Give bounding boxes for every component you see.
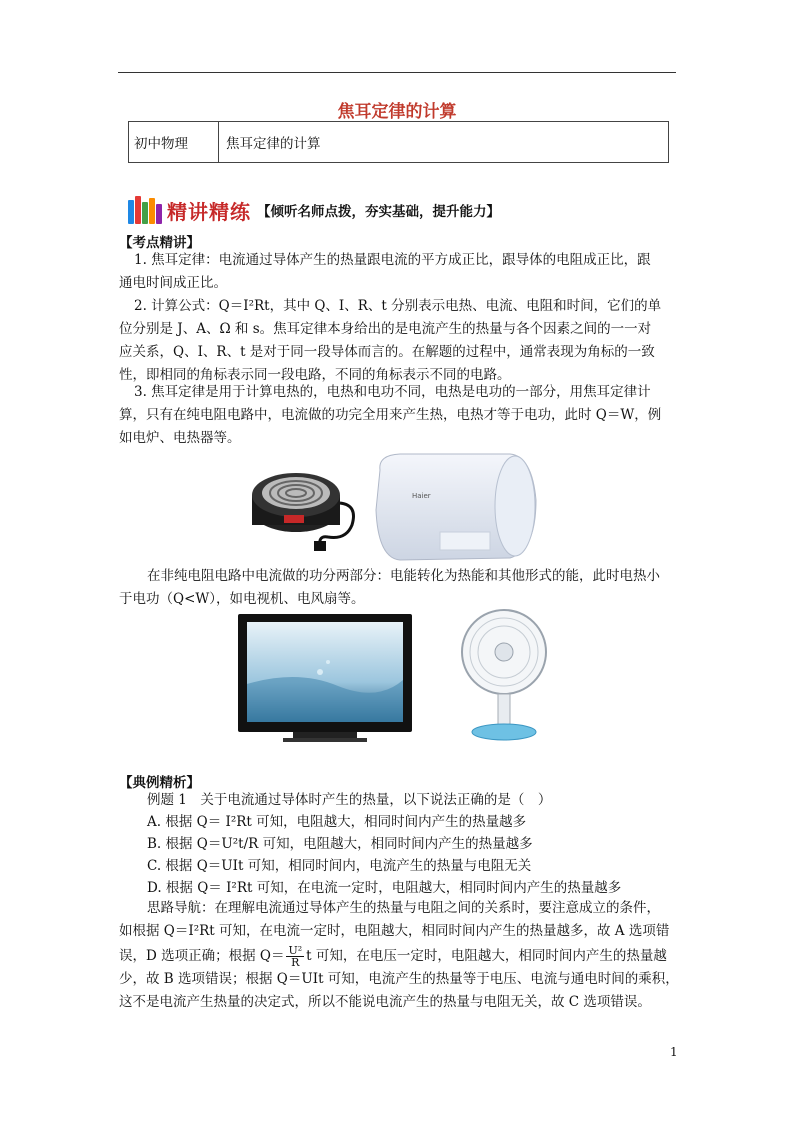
fraction: $\frac{\text{U²}}{R}$ (288, 944, 303, 969)
section-heading-examples: 【典例精析】 (119, 775, 200, 791)
point-4: 在非纯电阻电路中电流做的功分两部分：电能转化为热能和其他形式的能，此时电热小 于电功（Q<W），如电视机、电风扇等。 (119, 568, 660, 607)
electric-fan-image (456, 608, 556, 744)
topic-cell: 焦耳定律的计算 (226, 136, 321, 152)
heater-brand: Haier (412, 492, 431, 500)
television-image (238, 614, 412, 744)
header-rule (118, 72, 676, 73)
option-c: C. 根据 Q＝UIt 可知，相同时间内，电流产生的热量与电阻无关 (147, 858, 532, 874)
option-b: B. 根据 Q＝U²t/R 可知，电阻越大，相同时间内产生的热量越多 (147, 836, 533, 852)
books-icon (128, 196, 161, 224)
point-3: 3. 焦耳定律是用于计算电热的，电热和电功不同，电热是电功的一部分，用焦耳定律计 算，只有在纯电阻电路中，电流做的功完全用来产生热，电热才等于电功，此时 Q＝W，例 如电炉、电热器等。 (119, 384, 662, 446)
section-heading-key-points: 【考点精讲】 (119, 235, 200, 251)
banner-subtitle: 【倾听名师点拨，夯实基础，提升能力】 (257, 204, 500, 220)
analysis: 思路导航：在理解电流通过导体产生的热量与电阻之间的关系时，要注意成立的条件， 如根据 Q＝I²Rt 可知，在电流一定时，电阻越大，相同时间内产生的热量越多，故 A 选项错 误，D 选项正确；根据 Q＝ $\frac{\text{U²}}{R}$ t 可知，在电压一定时，电阻越大，相同时间内产生的热量越 少，故 B 选项错误；根据 Q＝UIt 可知，电流产生的热量等于电压、电流与通电时间的乘积， 这不是电流产生热量的决定式，所以不能说电流产生的热量与电阻无关，故 C 选项错误。 (119, 900, 679, 1010)
option-a: A. 根据 Q＝ I²Rt 可知，电阻越大，相同时间内产生的热量越多 (147, 814, 527, 830)
page-title: 焦耳定律的计算 (337, 102, 457, 122)
electric-stove-image (248, 455, 370, 555)
page-number: 1 (670, 1045, 678, 1059)
option-d: D. 根据 Q＝ I²Rt 可知，在电流一定时，电阻越大，相同时间内产生的热量越多 (147, 880, 622, 896)
example-question: 例题 1 关于电流通过导体时产生的热量，以下说法正确的是（ ） (147, 792, 552, 808)
analysis-line-with-fraction: 误，D 选项正确；根据 Q＝ $\frac{\text{U²}}{R}$ t 可知，在电压一定时，电阻越大，相同时间内产生的热量越 (119, 944, 667, 969)
info-table (128, 121, 669, 163)
point-2: 2. 计算公式：Q＝I²Rt，其中 Q、I、R、t 分别表示电热、电流、电阻和时间，它们的单 位分别是 J、A、Ω 和 s。焦耳定律本身给出的是电流产生的热量与各个因素之间的一一对 应关系，Q、I、R、t 是对于同一段导体而言的。在解题的过程中，通常表现为角标的一致 性，即相同的角标表示同一段电路，不同的角标表示不同的电路。 (119, 298, 662, 383)
subject-cell: 初中物理 (129, 122, 219, 162)
banner-title: 精讲精练 (167, 199, 251, 224)
point-1: 1. 焦耳定律：电流通过导体产生的热量跟电流的平方成正比，跟导体的电阻成正比，跟 通电时间成正比。 (119, 252, 651, 291)
section-banner (128, 193, 500, 227)
water-heater-image (370, 450, 540, 568)
